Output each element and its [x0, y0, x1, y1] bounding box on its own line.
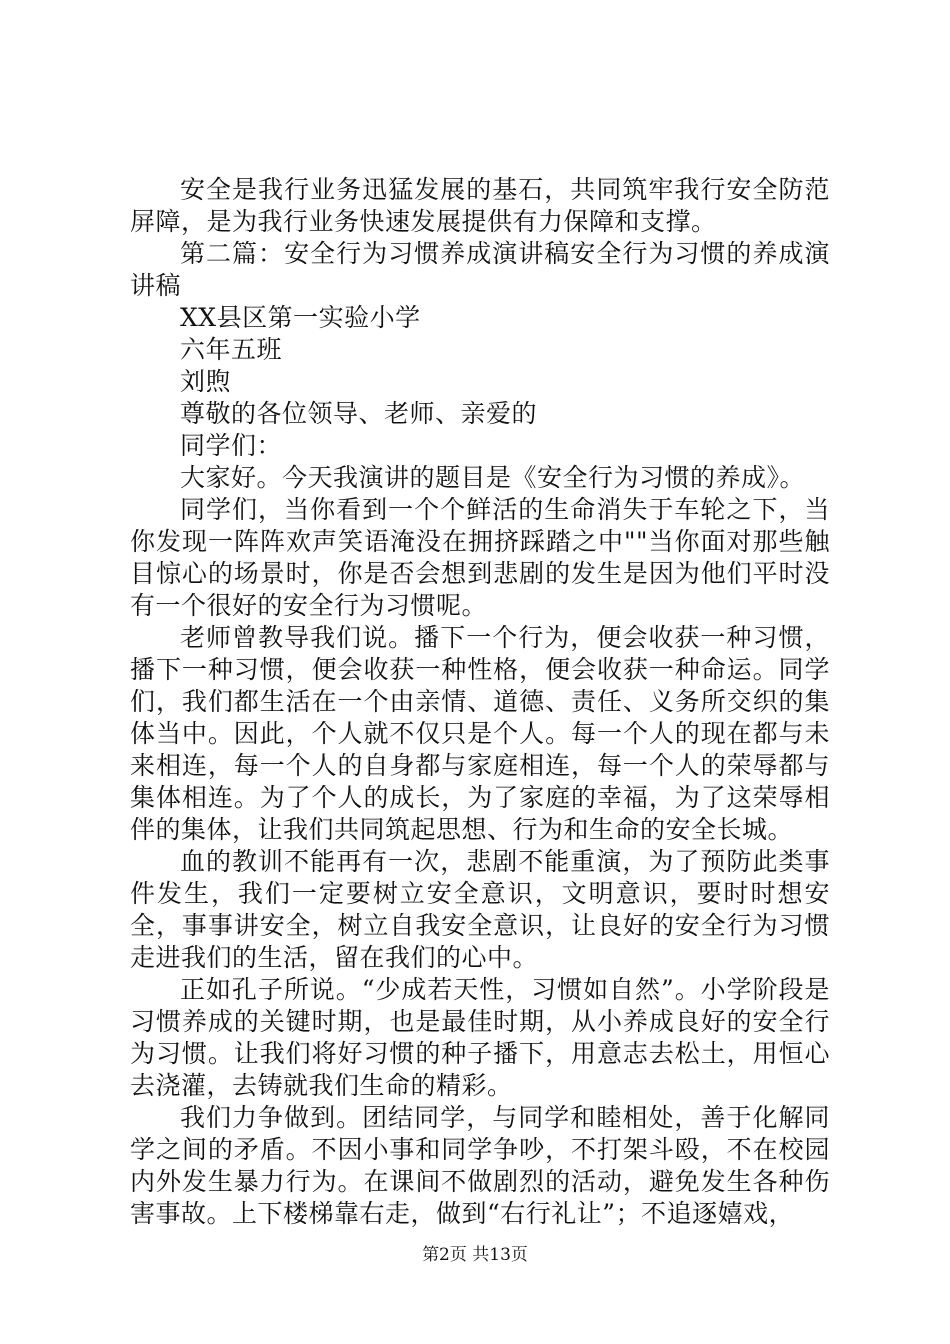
school-name: XX县区第一实验小学 [180, 303, 421, 332]
salutation-line-2: 同学们： [180, 431, 283, 460]
greeting: 大家好。今天我演讲的题目是《安全行为习惯的养成》。 [180, 463, 806, 492]
section-heading: 第二篇：安全行为习惯养成演讲稿安全行为习惯的养成演讲稿 [130, 239, 830, 300]
document-body [130, 174, 830, 1230]
class-name: 六年五班 [180, 335, 283, 364]
paragraph-3: 老师曾教导我们说。播下一个行为，便会收获一种习惯，播下一种习惯，便会收获一种性格，便会收获一种命运。同学们，我们都生活在一个由亲情、道德、责任、义务所交织的集体当中。因此，个人就不仅只是个人。每一个人的现在都与未来相连，每一个人的自身都与家庭相连，每一个人的荣辱都与集体相连。为了个人的成长，为了家庭的幸福，为了这荣辱相伴的集体，让我们共同筑起思想、行为和生命的安全长城。 [130, 623, 830, 844]
salutation-line-1: 尊敬的各位领导、老师、亲爱的 [180, 399, 538, 428]
page-number-footer: 第2页 共13页 [422, 1245, 528, 1265]
paragraph-4: 血的教训不能再有一次，悲剧不能重演，为了预防此类事件发生，我们一定要树立安全意识，文明意识，要时时想安全，事事讲安全，树立自我安全意识，让良好的安全行为习惯走进我们的生活，留在我们的心中。 [130, 847, 830, 972]
paragraph-6: 我们力争做到。团结同学，与同学和睦相处，善于化解同学之间的矛盾。不因小事和同学争吵，不打架斗殴，不在校园内外发生暴力行为。在课间不做剧烈的活动，避免发生各种伤害事故。上下楼梯靠右走，做到“右行礼让”；不追逐嬉戏， [130, 1103, 830, 1228]
paragraph-1: 安全是我行业务迅猛发展的基石，共同筑牢我行安全防范屏障，是为我行业务快速发展提供有力保障和支撑。 [130, 175, 830, 236]
speaker-name: 刘煦 [180, 367, 232, 396]
paragraph-5: 正如孔子所说。“少成若天性，习惯如自然”。小学阶段是习惯养成的关键时期，也是最佳时期，从小养成良好的安全行为习惯。让我们将好习惯的种子播下，用意志去松土，用恒心去浇灌，去铸就我们生命的精彩。 [130, 975, 830, 1100]
paragraph-2: 同学们，当你看到一个个鲜活的生命消失于车轮之下，当你发现一阵阵欢声笑语淹没在拥挤踩踏之中""当你面对那些触目惊心的场景时，你是否会想到悲剧的发生是因为他们平时没有一个很好的安全行为习惯呢。 [130, 495, 830, 620]
